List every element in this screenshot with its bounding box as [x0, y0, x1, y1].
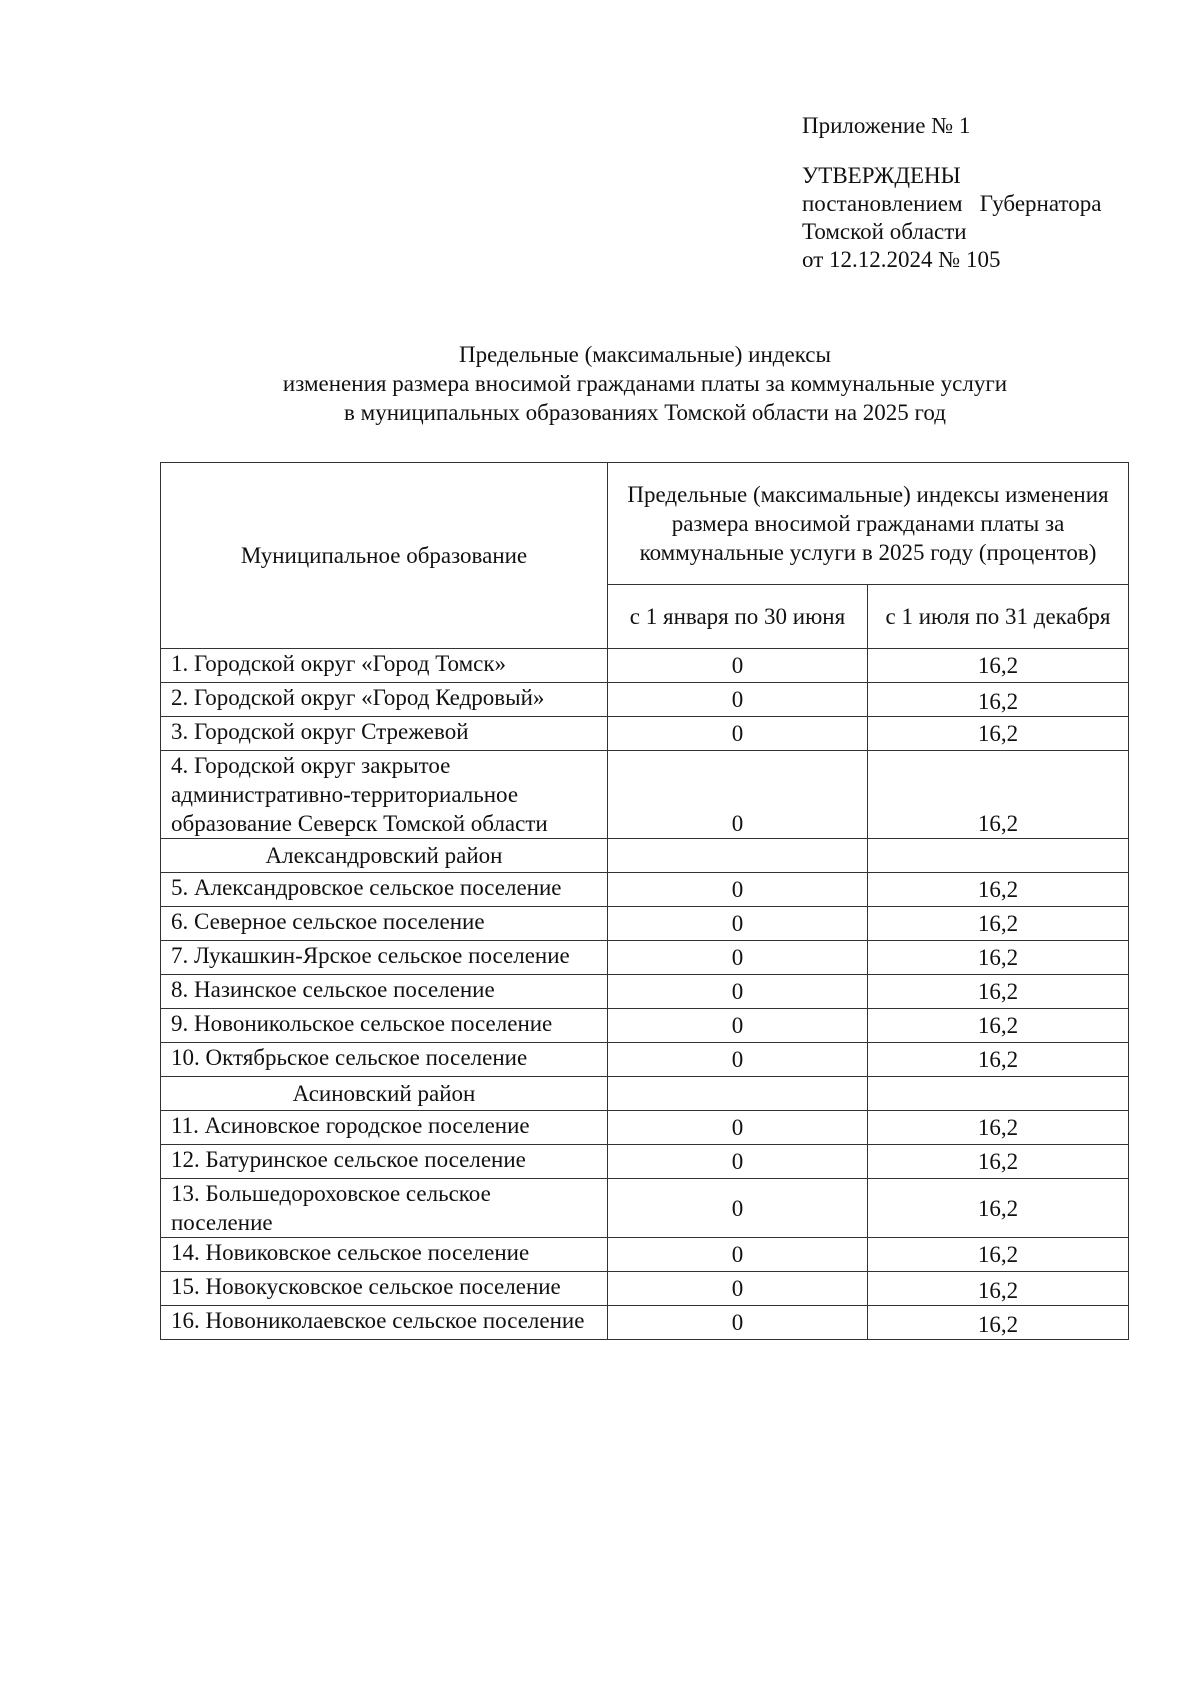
row-value-period-1: 0 — [608, 873, 868, 907]
row-value-period-1: 0 — [608, 1179, 868, 1238]
row-value-period-2: 16,2 — [868, 1179, 1129, 1238]
row-name: 3. Городской округ Стрежевой — [161, 717, 608, 751]
row-value-period-2: 16,2 — [868, 751, 1129, 839]
district-empty-cell — [608, 1077, 868, 1111]
table-row — [161, 873, 1129, 907]
row-value-period-1: 0 — [608, 1306, 868, 1340]
approval-line-region: Томской области — [802, 219, 967, 244]
header-period-2: с 1 июля по 31 декабря — [868, 585, 1129, 649]
row-value-period-1: 0 — [608, 907, 868, 941]
row-name: 12. Батуринское сельское поселение — [161, 1145, 608, 1179]
row-value-period-2: 16,2 — [868, 1043, 1129, 1077]
row-name: 7. Лукашкин-Ярское сельское поселение — [161, 941, 608, 975]
table-row — [161, 1111, 1129, 1145]
table-row — [161, 1272, 1129, 1306]
row-name: 2. Городской округ «Город Кедровый» — [161, 683, 608, 717]
row-value-period-2: 16,2 — [868, 649, 1129, 683]
indices-table — [160, 462, 1129, 1340]
row-value-period-1: 0 — [608, 1145, 868, 1179]
row-value-period-1: 0 — [608, 649, 868, 683]
table-row — [161, 717, 1129, 751]
row-name: 4. Городской округ закрытое административно-территориальное образование Северск Томской области — [161, 751, 608, 839]
header-period-1: с 1 января по 30 июня — [608, 585, 868, 649]
row-value-period-1: 0 — [608, 1009, 868, 1043]
district-name: Асиновский район — [161, 1077, 608, 1111]
table-row — [161, 683, 1129, 717]
row-name: 5. Александровское сельское поселение — [161, 873, 608, 907]
row-name: 13. Большедороховское сельское поселение — [161, 1179, 608, 1238]
title-line-1: Предельные (максимальные) индексы — [459, 342, 831, 367]
row-value-period-2: 16,2 — [868, 1009, 1129, 1043]
row-value-period-2: 16,2 — [868, 1238, 1129, 1272]
row-value-period-1: 0 — [608, 1272, 868, 1306]
district-empty-cell — [868, 1077, 1129, 1111]
row-name: 14. Новиковское сельское поселение — [161, 1238, 608, 1272]
row-value-period-2: 16,2 — [868, 717, 1129, 751]
approval-line-date: от 12.12.2024 № 105 — [802, 247, 1001, 272]
row-value-period-2: 16,2 — [868, 683, 1129, 717]
row-value-period-1: 0 — [608, 717, 868, 751]
table-row — [161, 941, 1129, 975]
title-line-3: в муниципальных образованиях Томской области на 2025 год — [344, 400, 946, 425]
district-empty-cell — [608, 839, 868, 873]
district-row — [161, 1077, 1129, 1111]
header-indices-group: Предельные (максимальные) индексы изменения размера вносимой гражданами платы за коммунальные услуги в 2025 году (процентов) — [608, 463, 1129, 585]
district-row — [161, 839, 1129, 873]
table-row — [161, 1145, 1129, 1179]
row-name: 1. Городской округ «Город Томск» — [161, 649, 608, 683]
row-value-period-1: 0 — [608, 1043, 868, 1077]
approved-heading: УТВЕРЖДЕНЫ — [802, 163, 961, 188]
table-row — [161, 1009, 1129, 1043]
row-value-period-2: 16,2 — [868, 873, 1129, 907]
row-value-period-2: 16,2 — [868, 1306, 1129, 1340]
table-row — [161, 975, 1129, 1009]
district-name: Александровский район — [161, 839, 608, 873]
row-name: 10. Октябрьское сельское поселение — [161, 1043, 608, 1077]
row-value-period-2: 16,2 — [868, 975, 1129, 1009]
table-row — [161, 1306, 1129, 1340]
row-value-period-2: 16,2 — [868, 907, 1129, 941]
table-row — [161, 751, 1129, 839]
row-name: 11. Асиновское городское поселение — [161, 1111, 608, 1145]
table-row — [161, 649, 1129, 683]
row-value-period-2: 16,2 — [868, 1111, 1129, 1145]
row-value-period-1: 0 — [608, 1238, 868, 1272]
table-row — [161, 1043, 1129, 1077]
table-row — [161, 907, 1129, 941]
row-name: 15. Новокусковское сельское поселение — [161, 1272, 608, 1306]
title-line-2: изменения размера вносимой гражданами платы за коммунальные услуги — [282, 371, 1008, 396]
table-row — [161, 1238, 1129, 1272]
row-name: 16. Новониколаевское сельское поселение — [161, 1306, 608, 1340]
row-value-period-1: 0 — [608, 941, 868, 975]
row-value-period-2: 16,2 — [868, 1145, 1129, 1179]
row-name: 9. Новоникольское сельское поселение — [161, 1009, 608, 1043]
row-value-period-2: 16,2 — [868, 941, 1129, 975]
appendix-label: Приложение № 1 — [802, 113, 971, 138]
row-value-period-1: 0 — [608, 751, 868, 839]
row-name: 8. Назинское сельское поселение — [161, 975, 608, 1009]
document-title — [0, 340, 1200, 427]
approval-block — [802, 112, 1101, 274]
district-empty-cell — [868, 839, 1129, 873]
table-row — [161, 1179, 1129, 1238]
approval-line-decree: постановлением Губернатора — [802, 191, 1102, 216]
row-name: 6. Северное сельское поселение — [161, 907, 608, 941]
row-value-period-1: 0 — [608, 683, 868, 717]
row-value-period-1: 0 — [608, 975, 868, 1009]
header-municipality: Муниципальное образование — [161, 463, 608, 649]
row-value-period-2: 16,2 — [868, 1272, 1129, 1306]
row-value-period-1: 0 — [608, 1111, 868, 1145]
